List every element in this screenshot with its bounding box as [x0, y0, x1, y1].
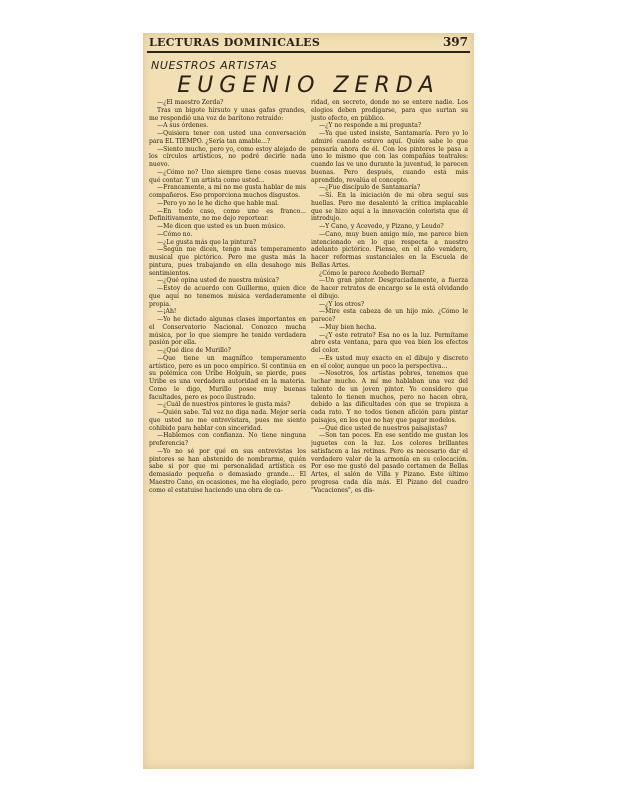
article-paragraph: —Quién sabe. Tal vez no diga nada. Mejor sería que usted no me entrevistara, pues me siento cohibido para hablar con sinceridad.	[149, 409, 306, 432]
article-paragraph: —¿Y este retrato? Esa no es la luz. Permítame abro esta ventana, para que vea bien los efectos del color.	[311, 331, 468, 354]
section-heading: NUESTROS ARTISTAS	[151, 59, 278, 72]
article-paragraph: —Yo no sé por qué en sus entrevistas los pintores se han abstenido de nombrarme, quién sabe si por que mi personalidad artística es demasiado pequeña o demasiado grande... El Maestro Cano, en ocasiones, me ha elogiado, pero como el estatuise haciendo una obra de ca-	[149, 447, 306, 494]
article-paragraph: —¡Ah!	[157, 308, 177, 316]
article-paragraph: —¿Y los otros?	[319, 300, 365, 308]
article-paragraph: —Muy bien hecha.	[319, 323, 377, 331]
article-paragraph: —Cómo no.	[157, 230, 193, 238]
article-paragraph: —Quisiera tener con usted una conversación para EL TIEMPO. ¿Sería tan amable...?	[149, 130, 306, 145]
article-paragraph: —Pero yo no le he dicho que hable mal.	[157, 199, 279, 207]
article-paragraph: Tras un bigote hirsuto y unas gafas grandes, me respondió una voz de barítono retraído:	[149, 106, 306, 122]
article-paragraph: —Yo he dictado algunas clases importantes en el Conservatorio Nacional. Conozco mucha música, por lo que siempre he tenido verdadera pasión por ella.	[149, 316, 306, 347]
article-paragraph: —Qué dice usted de nuestros paisajistas?	[319, 424, 448, 432]
article-column-left	[149, 99, 306, 763]
article-paragraph: —Hablemos con confianza. No tiene ninguna preferencia?	[149, 432, 306, 447]
article-paragraph: —Mire esta cabeza de un hijo mío. ¿Cómo le parece?	[311, 308, 468, 323]
article-body	[149, 99, 468, 763]
article-paragraph: —Ya que usted insiste, Santamaría. Pero yo lo admiré cuando estuvo aquí. Quién sabe lo que pensaría ahora de él. Con los pintores le pasa a uno lo mismo que con las compañías teatrales: cuando las ve uno durante la juventud, le parecen buenas. Pero después, cuando está más aprendido, revalúa el concepto.	[311, 130, 468, 184]
article-paragraph: ¿Cómo le parece Acebedo Bernal?	[319, 269, 425, 277]
article-paragraph: —Cano, muy buen amigo mío, me parece bien intencionado en lo que respecta a nuestro adelanto pictórico. Pienso, en el año venidero, hacer reformas sustanciales en la Escuela de Bellas Artes.	[311, 230, 468, 269]
article-paragraph: —Nosotros, los artistas pobres, tenemos que luchar mucho. A mí me hablaban una vez del talento de un joven pintor. Yo considero que talento lo tienen muchos, pero no hacen obra, debido a las dificultades con que se tropieza a cada rato. Y no todos tienen afición para pintar paisajes, en los que no hay que pagar modelos.	[311, 370, 468, 424]
running-header	[149, 36, 468, 52]
article-paragraph: —Estoy de acuerdo con Guillermo, quien dice que aquí no tenemos música verdaderamente propia.	[149, 285, 306, 308]
article-paragraph: —¿Cómo no? Uno siempre tiene cosas nuevas qué contar. Y un artista como usted...	[149, 168, 306, 184]
article-paragraph: ridad, en secreto, donde no se entere nadie. Los elogios deben prodigarse, para que surtan su justo efecto, en público.	[311, 99, 468, 122]
article-paragraph: —Un gran pintor. Desgraciadamente, a fuerza de hacer retratos de encargo se le está olvidando el dibujo.	[311, 277, 468, 300]
publication-name: LECTURAS DOMINICALES	[149, 36, 321, 49]
article-paragraph: —¿Qué opina usted de nuestra música?	[157, 277, 279, 285]
article-paragraph: —¿Qué dice de Murillo?	[157, 347, 231, 354]
article-paragraph: —A sus órdenes.	[157, 122, 209, 130]
article-paragraph: —Sí. En la iniciación de mi obra seguí sus huellas. Pero me desalentó la crítica implacable que se hizo aquí a la innovación colorista que él introdujo.	[311, 192, 468, 223]
article-paragraph: —¿El maestro Zerda?	[157, 99, 224, 106]
article-paragraph: —Me dicen que usted es un buen músico.	[157, 223, 286, 230]
page-number: 397	[442, 35, 468, 49]
article-paragraph: —¿Le gusta más que la pintura?	[157, 238, 257, 246]
header-rule	[147, 51, 470, 53]
article-paragraph: —¿Y no responde a mi pregunta?	[319, 122, 422, 130]
article-paragraph: —Según me dicen, tengo más temperamento musical que pictórico. Pero me gusta más la pintura, pues trabajando en ella desahogo mis sentimientos.	[149, 246, 306, 277]
article-paragraph: —¿Fue discípulo de Santamaría?	[319, 184, 421, 192]
article-paragraph: —Es usted muy exacto en el dibujo y discreto en el color, aunque un poco la perspectiva...	[311, 354, 468, 370]
article-paragraph: —Que tiene un magnífico temperamento artístico, pero es un poco empírico. Si continúa en su polémica con Uribe Holguín, se pierde, pues Uribe es una verdadera autoridad en la materia. Como le digo, Murillo posee muy buenas facultades, pero es poco ilustrado.	[149, 354, 306, 401]
article-paragraph: —Francamente, a mí no me gusta hablar de mis compañeros. Eso proporciona muchos disgustos.	[149, 184, 306, 199]
article-paragraph: —¿Cuál de nuestros pintores le gusta más?	[157, 401, 291, 409]
article-title: EUGENIO ZERDA	[177, 73, 440, 98]
article-column-right	[311, 99, 468, 763]
newspaper-clipping	[143, 33, 474, 769]
article-paragraph: —Y Cano, y Acevedo, y Pizano, y Leudo?	[319, 223, 444, 230]
article-paragraph: —Son tan pocos. En ese sentido me gustan los juguetes con la luz. Los colores brillantes satisfacen a las retinas. Pero es necesario dar el verdadero valor de la armonía en su colocación. Por eso me gustó del pasado certamen de Bellas Artes, el salón de Villa y Pizano. Este último progresa cada día más. El Pizano del cuadro "Vacaciones", es dis-	[311, 432, 468, 494]
article-paragraph: —Siento mucho, pero yo, como estoy alejado de los círculos artísticos, no podré decirle nada nuevo.	[149, 145, 306, 168]
article-paragraph: —En todo caso, como uno es franco... Definitivamente, no me dejo reportear.	[149, 207, 306, 223]
